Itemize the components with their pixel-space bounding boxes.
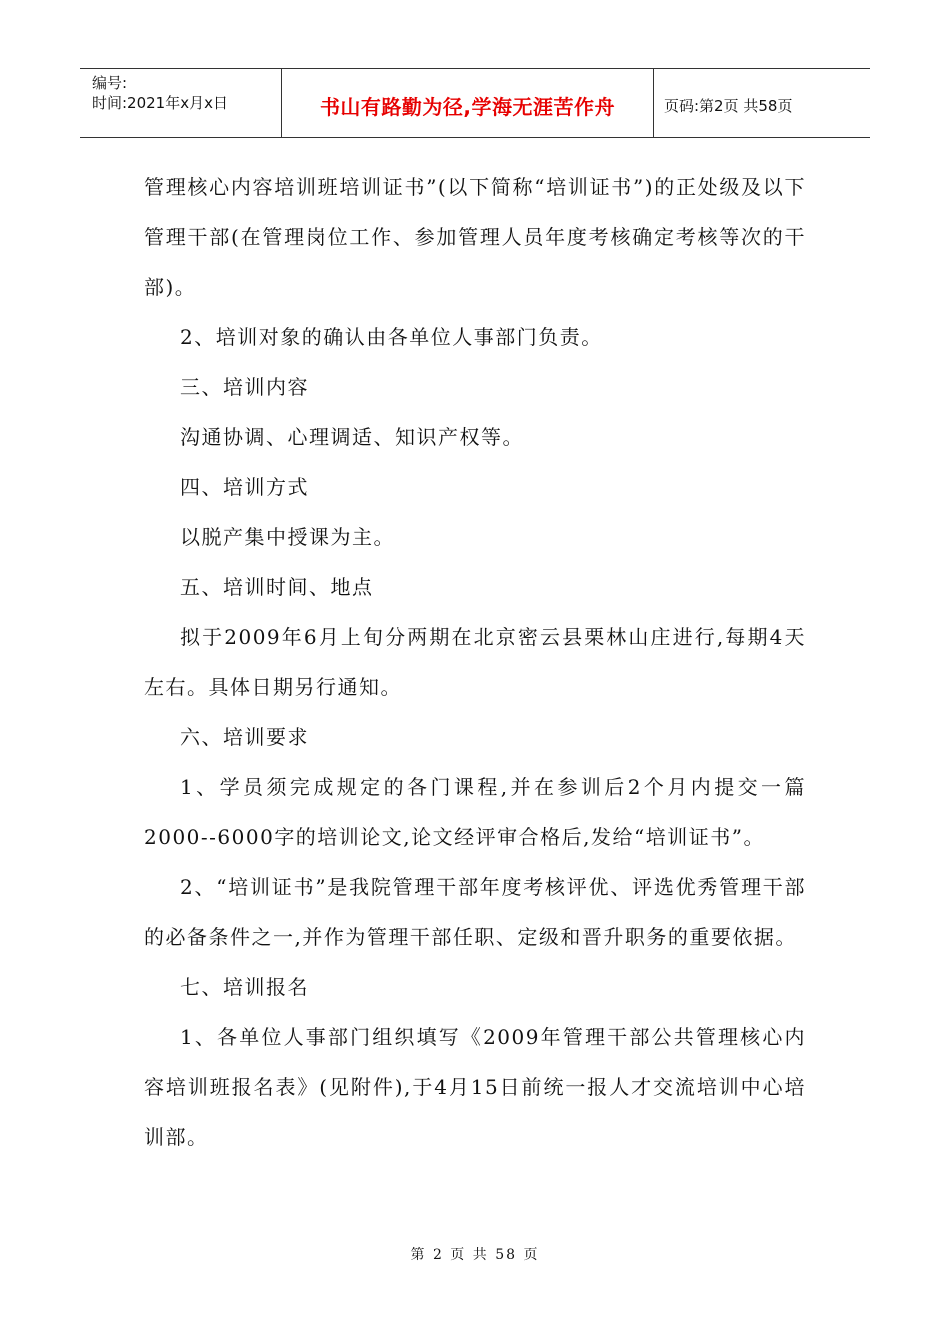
section-heading: 五、培训时间、地点 [180,575,374,599]
header-meta [80,69,282,137]
body-paragraph: 1、各单位人事部门组织填写《2009年管理干部公共管理核心内容培训班报名表》(见附件),于4月15日前统一报人才交流培训中心培训部。 [144,1025,806,1149]
document-number-label: 编号: [92,74,128,92]
header-motto-cell [282,69,654,137]
section-heading: 四、培训方式 [180,475,309,499]
body-paragraph: 1、学员须完成规定的各门课程,并在参训后2个月内提交一篇2000--6000字的培训论文,论文经评审合格后,发给“培训证书”。 [144,775,806,849]
body-paragraph: 2、“培训证书”是我院管理干部年度考核评优、评选优秀管理干部的必备条件之一,并作为管理干部任职、定级和晋升职务的重要依据。 [144,875,806,949]
section-heading: 三、培训内容 [180,375,309,399]
body-paragraph: 2、培训对象的确认由各单位人事部门负责。 [180,325,603,349]
body-paragraph: 管理核心内容培训班培训证书”(以下简称“培训证书”)的正处级及以下管理干部(在管理岗位工作、参加管理人员年度考核确定考核等次的干部)。 [144,175,806,299]
footer-page-number: 第 2 页 共 58 页 [410,1247,540,1263]
page-footer [0,1244,950,1264]
document-date-label: 时间:2021年x月x日 [92,94,228,112]
header-page-info: 页码:第2页 共58页 [664,96,793,115]
body-paragraph: 以脱产集中授课为主。 [180,525,395,549]
body-paragraph: 沟通协调、心理调适、知识产权等。 [180,425,524,449]
header-page-info-cell [654,69,870,137]
section-heading: 六、培训要求 [180,725,309,749]
body-paragraph: 拟于2009年6月上旬分两期在北京密云县栗林山庄进行,每期4天左右。具体日期另行通知。 [144,625,806,699]
document-body [144,162,806,1162]
header-motto: 书山有路勤为径,学海无涯苦作舟 [319,94,616,119]
page-header [80,68,870,138]
section-heading: 七、培训报名 [180,975,309,999]
